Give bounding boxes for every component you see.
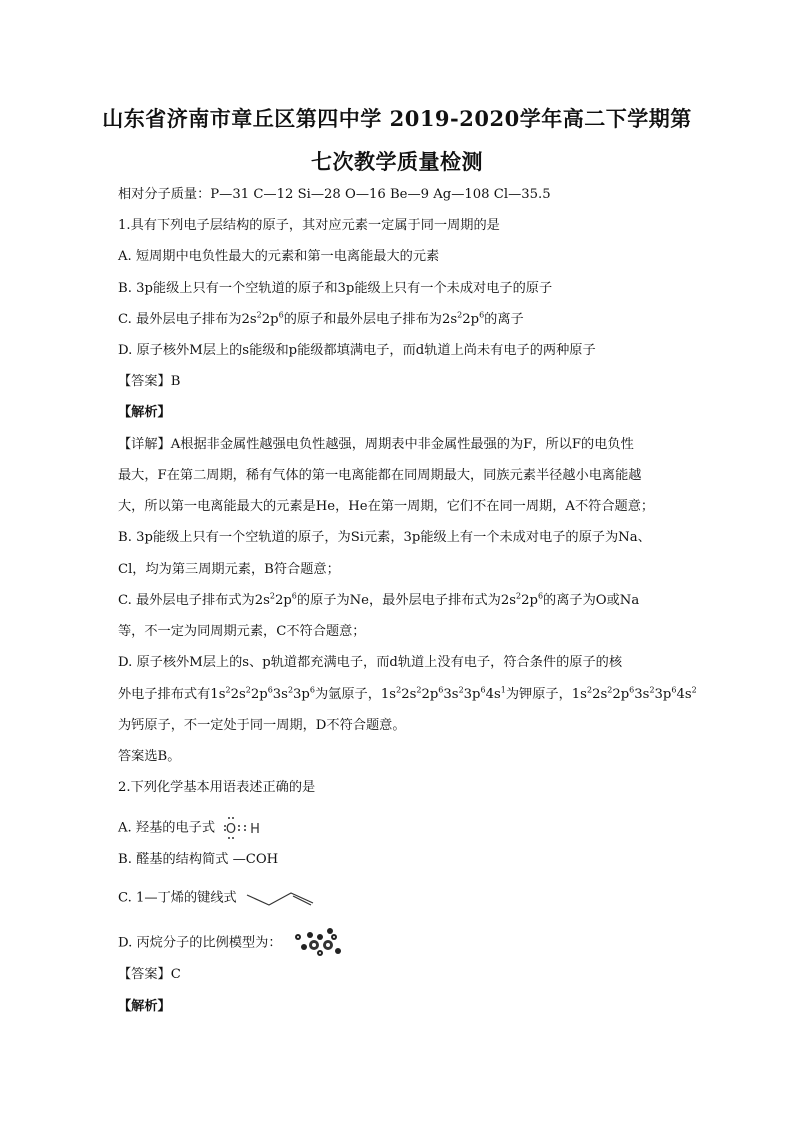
q1-option-b: B. 3p能级上只有一个空轨道的原子和3p能级上只有一个未成对电子的原子	[118, 281, 553, 296]
q1-detail-9: 外电子排布式有$1s^22s^22p^63s^23p^6$为氩原子，$1s^22s^22p^63s^23p^64s^1$为钾原子，$1s^22s^22p^63s^23p^64s^2$	[118, 685, 697, 702]
hydroxyl-electron-formula	[223, 815, 267, 841]
q1-detail-5: Cl，均为第三周期元素，B符合题意；	[118, 562, 340, 577]
page-title-line-2: 七次教学质量检测	[311, 149, 483, 174]
q2-answer: 【答案】C	[118, 967, 181, 982]
q2-option-a: A. 羟基的电子式 O H	[118, 815, 267, 841]
propane-model-image	[290, 927, 346, 959]
q1-detail-8: D. 原子核外M层上的s、p轨道都充满电子，而d轨道上没有电子，符合条件的原子的核	[118, 655, 623, 670]
butene-skeletal-formula	[245, 887, 325, 909]
hydrogen-symbol: H	[250, 822, 261, 837]
q1-stem: 1.具有下列电子层结构的原子，其对应元素一定属于同一周期的是	[118, 218, 500, 233]
q1-option-a: A. 短周期中电负性最大的元素和第一电离能最大的元素	[118, 249, 440, 264]
q1-detail-4: B. 3p能级上只有一个空轨道的原子，为Si元素，3p能级上有一个未成对电子的原子为Na、	[118, 530, 651, 545]
q1-detail-1: 【详解】A根据非金属性越强电负性越强，周期表中非金属性最强的为F，所以F的电负性	[118, 437, 634, 452]
q1-detail-2: 最大，F在第二周期，稀有气体的第一电离能都在同周期最大，同族元素半径越小电离能越	[118, 468, 642, 483]
q1-detail-10: 为钙原子，不一定处于同一周期，D不符合题意。	[118, 718, 406, 733]
q2-analysis-heading: 【解析】	[118, 999, 171, 1014]
q1-answer: 【答案】B	[118, 374, 181, 389]
q1-detail-6: C. 最外层电子排布式为$2s^22p^6$的原子为Ne，最外层电子排布式为$2s^22p^6$的离子为O或Na	[118, 591, 640, 608]
molar-masses: 相对分子质量：P—31 C—12 Si—28 O—16 Be—9 Ag—108 Cl—35.5	[118, 187, 551, 202]
q1-detail-3: 大，所以第一电离能最大的元素是He，He在第一周期，它们不在同一周期，A不符合题意；	[118, 499, 655, 514]
q2-option-b: B. 醛基的结构简式 —COH	[118, 852, 279, 867]
q1-option-d: D. 原子核外M层上的s能级和p能级都填满电子，而d轨道上尚未有电子的两种原子	[118, 343, 596, 358]
oxygen-symbol: O	[226, 822, 237, 837]
q1-conclusion: 答案选B。	[118, 749, 181, 764]
q2-option-d: D. 丙烷分子的比例模型为：	[118, 927, 346, 959]
q1-detail-7: 等，不一定为同周期元素，C不符合题意；	[118, 624, 366, 639]
q2-option-c: C. 1—丁烯的键线式	[118, 887, 325, 909]
q1-analysis-heading: 【解析】	[118, 405, 171, 420]
q2-stem: 2.下列化学基本用语表述正确的是	[118, 780, 316, 795]
page-title-line-1: 山东省济南市章丘区第四中学 2019-2020学年高二下学期第	[102, 106, 692, 131]
q1-option-c: C. 最外层电子排布为$2s^22p^6$的原子和最外层电子排布为$2s^22p^6$的离子	[118, 310, 524, 327]
